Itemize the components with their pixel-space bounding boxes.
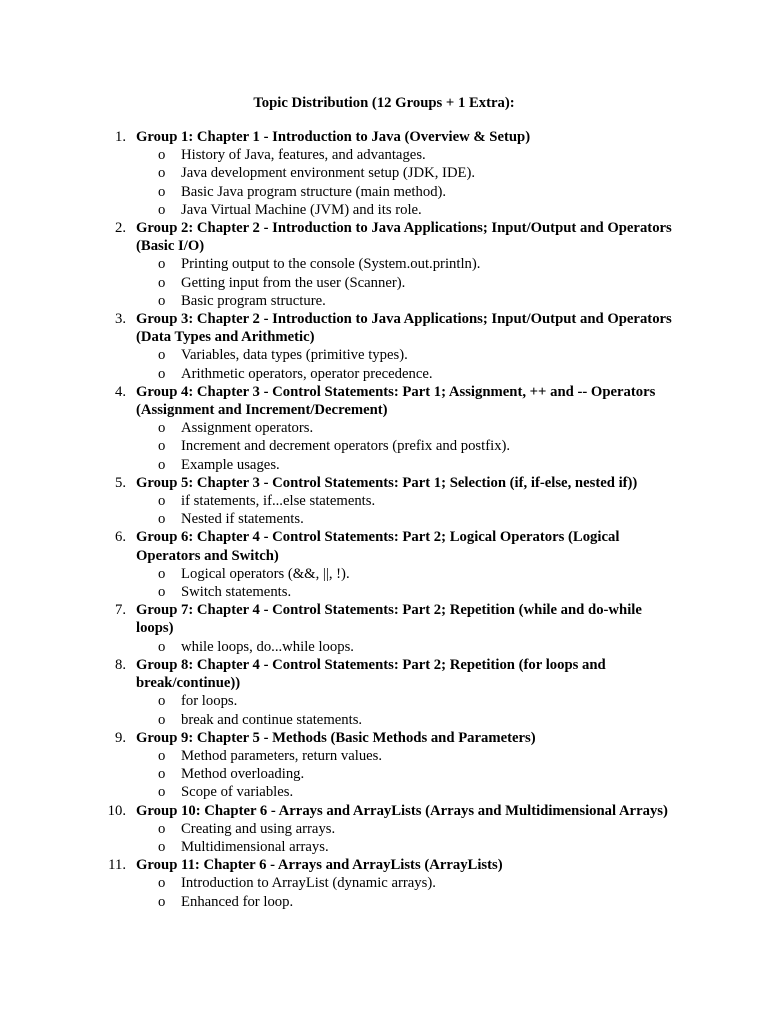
topic-item xyxy=(0,274,676,292)
circle-bullet-icon: o xyxy=(158,292,166,309)
document-title: Topic Distribution (12 Groups + 1 Extra): xyxy=(253,95,515,111)
group-heading: Group 3: Chapter 2 - Introduction to Java Applications; Input/Output and Operators (Data Types and Arithmetic) xyxy=(136,311,672,346)
topic-text: Basic Java program structure (main method). xyxy=(181,183,447,200)
topic-list xyxy=(0,346,676,382)
circle-bullet-icon: o xyxy=(158,274,166,291)
topic-item xyxy=(0,583,676,601)
group-item xyxy=(0,128,676,219)
circle-bullet-icon: o xyxy=(158,147,166,164)
circle-bullet-icon: o xyxy=(158,511,166,528)
group-number: 1. xyxy=(114,129,126,145)
topic-item xyxy=(0,893,676,911)
circle-bullet-icon: o xyxy=(158,438,166,455)
topic-text: Arithmetic operators, operator precedence. xyxy=(181,365,433,382)
group-item xyxy=(0,802,676,857)
topic-item xyxy=(0,565,676,583)
circle-bullet-icon: o xyxy=(158,820,166,837)
topic-text: Logical operators (&&, ||, !). xyxy=(181,565,350,582)
circle-bullet-icon: o xyxy=(158,493,166,510)
circle-bullet-icon: o xyxy=(158,420,166,437)
circle-bullet-icon: o xyxy=(158,347,166,364)
topic-list xyxy=(0,255,676,310)
group-number: 11. xyxy=(108,857,126,874)
group-number: 5. xyxy=(114,474,126,491)
topic-list xyxy=(0,638,676,656)
topic-text: Scope of variables. xyxy=(181,784,294,801)
topic-text: Method parameters, return values. xyxy=(181,747,383,764)
topic-list xyxy=(0,747,676,802)
group-heading: Group 5: Chapter 3 - Control Statements: Part 1; Selection (if, if-else, nested if)) xyxy=(136,474,638,491)
topic-text: Example usages. xyxy=(181,456,280,473)
topic-item xyxy=(0,419,676,437)
topic-text: Java development environment setup (JDK, IDE). xyxy=(181,165,476,182)
topic-item xyxy=(0,183,676,201)
topic-item xyxy=(0,146,676,164)
topic-item xyxy=(0,164,676,182)
circle-bullet-icon: o xyxy=(158,693,166,710)
topic-text: Enhanced for loop. xyxy=(181,893,294,910)
topic-list xyxy=(0,419,676,474)
topic-text: Basic program structure. xyxy=(181,292,326,309)
topic-text: Creating and using arrays. xyxy=(181,820,336,837)
group-number: 3. xyxy=(114,311,126,328)
circle-bullet-icon: o xyxy=(158,584,166,601)
topic-item xyxy=(0,201,676,219)
circle-bullet-icon: o xyxy=(158,456,166,473)
topic-text: Method overloading. xyxy=(181,766,305,783)
circle-bullet-icon: o xyxy=(158,838,166,855)
topic-list xyxy=(0,146,676,219)
topic-item xyxy=(0,638,676,656)
topic-item xyxy=(0,838,676,856)
topic-list xyxy=(0,820,676,856)
circle-bullet-icon: o xyxy=(158,711,166,728)
topic-text: Printing output to the console (System.out.println). xyxy=(181,256,481,273)
circle-bullet-icon: o xyxy=(158,893,166,910)
topic-text: Multidimensional arrays. xyxy=(181,838,329,855)
topic-text: Java Virtual Machine (JVM) and its role. xyxy=(181,201,422,218)
circle-bullet-icon: o xyxy=(158,183,166,200)
group-item xyxy=(0,601,676,656)
topic-text: while loops, do...while loops. xyxy=(181,638,354,655)
circle-bullet-icon: o xyxy=(158,256,166,273)
topic-item xyxy=(0,292,676,310)
topic-item xyxy=(0,765,676,783)
topic-item xyxy=(0,783,676,801)
topic-text: if statements, if...else statements. xyxy=(181,493,376,510)
circle-bullet-icon: o xyxy=(158,638,166,655)
topic-text: History of Java, features, and advantages. xyxy=(181,147,426,164)
group-list xyxy=(0,128,676,911)
group-heading: Group 7: Chapter 4 - Control Statements: Part 2; Repetition (while and do-while loops) xyxy=(136,602,642,637)
topic-item xyxy=(0,492,676,510)
topic-item xyxy=(0,346,676,364)
topic-item xyxy=(0,255,676,273)
topic-item xyxy=(0,437,676,455)
topic-item xyxy=(0,747,676,765)
topic-text: for loops. xyxy=(181,693,238,710)
group-item xyxy=(0,219,676,310)
topic-list xyxy=(0,492,676,528)
group-number: 10. xyxy=(107,802,126,819)
circle-bullet-icon: o xyxy=(158,565,166,582)
group-item xyxy=(0,310,676,383)
group-heading: Group 11: Chapter 6 - Arrays and ArrayLists (ArrayLists) xyxy=(136,857,503,874)
topic-text: Variables, data types (primitive types). xyxy=(181,347,408,364)
topic-text: break and continue statements. xyxy=(181,711,363,728)
circle-bullet-icon: o xyxy=(158,875,166,892)
topic-text: Increment and decrement operators (prefix and postfix). xyxy=(181,438,511,455)
circle-bullet-icon: o xyxy=(158,784,166,801)
topic-text: Introduction to ArrayList (dynamic arrays). xyxy=(181,875,436,892)
topic-item xyxy=(0,365,676,383)
group-heading: Group 6: Chapter 4 - Control Statements: Part 2; Logical Operators (Logical Operators and Switch) xyxy=(136,529,620,564)
circle-bullet-icon: o xyxy=(158,766,166,783)
group-item xyxy=(0,656,676,729)
group-number: 6. xyxy=(114,529,126,546)
topic-item xyxy=(0,456,676,474)
circle-bullet-icon: o xyxy=(158,365,166,382)
topic-list xyxy=(0,692,676,728)
circle-bullet-icon: o xyxy=(158,747,166,764)
topic-item xyxy=(0,820,676,838)
group-number: 9. xyxy=(114,729,126,746)
topic-text: Getting input from the user (Scanner). xyxy=(181,274,406,291)
topic-text: Nested if statements. xyxy=(181,511,304,528)
group-heading: Group 8: Chapter 4 - Control Statements: Part 2; Repetition (for loops and break/continue)) xyxy=(136,656,606,692)
topic-list xyxy=(0,565,676,601)
topic-item xyxy=(0,874,676,892)
topic-item xyxy=(0,510,676,528)
group-item xyxy=(0,528,676,601)
group-heading: Group 2: Chapter 2 - Introduction to Java Applications; Input/Output and Operators (Basic I/O) xyxy=(136,220,672,255)
group-item xyxy=(0,474,676,529)
topic-item xyxy=(0,692,676,710)
group-number: 2. xyxy=(114,220,126,237)
group-heading: Group 1: Chapter 1 - Introduction to Java (Overview & Setup) xyxy=(136,129,531,145)
group-number: 7. xyxy=(114,602,126,619)
topic-list xyxy=(0,874,676,910)
topic-text: Assignment operators. xyxy=(181,420,314,437)
group-number: 8. xyxy=(114,656,126,673)
circle-bullet-icon: o xyxy=(158,201,166,218)
group-heading: Group 4: Chapter 3 - Control Statements: Part 1; Assignment, ++ and -- Operators (Assignment and Increment/Decrement) xyxy=(136,383,656,419)
topic-item xyxy=(0,711,676,729)
group-item xyxy=(0,383,676,474)
topic-text: Switch statements. xyxy=(181,584,292,601)
group-item xyxy=(0,729,676,802)
group-number: 4. xyxy=(114,383,126,400)
group-heading: Group 10: Chapter 6 - Arrays and ArrayLists (Arrays and Multidimensional Arrays) xyxy=(136,802,668,819)
circle-bullet-icon: o xyxy=(158,165,166,182)
group-item xyxy=(0,856,676,911)
group-heading: Group 9: Chapter 5 - Methods (Basic Methods and Parameters) xyxy=(136,729,536,746)
